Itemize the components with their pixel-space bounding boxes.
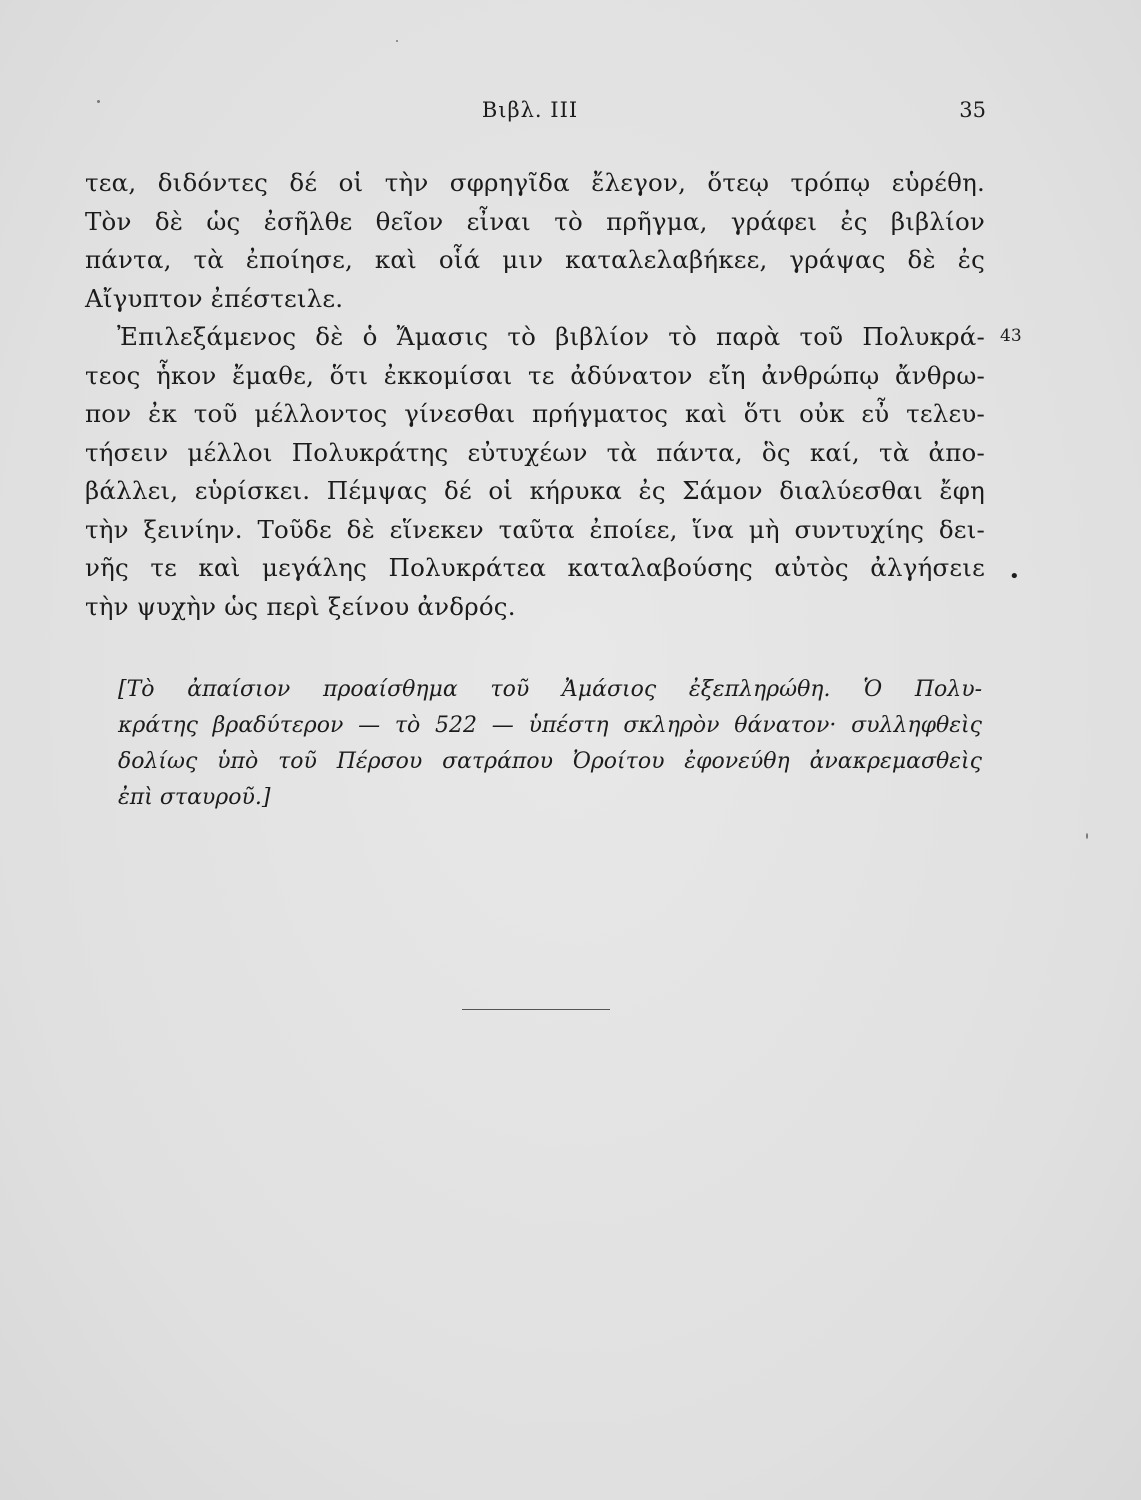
editorial-note xyxy=(118,672,982,816)
text-line: τὴν ξεινίην. Τοῦδε δὲ εἵνεκεν ταῦτα ἐποίεε, ἵνα μὴ συντυχίης δει- xyxy=(85,514,985,544)
text-line: πάντα, τὰ ἐποίησε, καὶ οἷά μιν καταλελαβήκεε, γράψας δὲ ἐς xyxy=(85,245,985,274)
text-line: Ἐπιλεξάμενος δὲ ὁ Ἄμασις τὸ βιβλίον τὸ παρὰ τοῦ Πολυκρά- xyxy=(117,322,985,351)
note-line: ἐπὶ σταυροῦ.] xyxy=(118,785,271,810)
text-line: βάλλει, εὑρίσκει. Πέμψας δέ οἱ κήρυκα ἐς Σάμον διαλύεσθαι ἔφη xyxy=(85,476,985,505)
text-line: τήσειν μέλλοι Πολυκράτης εὐτυχέων τὰ πάντα, ὃς καί, τὰ ἀπο- xyxy=(85,437,985,467)
text-line: νῆς τε καὶ μεγάλης Πολυκράτεα καταλαβούσης αὐτὸς ἀλγήσειε xyxy=(85,553,985,582)
section-divider-rule xyxy=(462,1009,610,1010)
note-line: δολίως ὑπὸ τοῦ Πέρσου σατράπου Ὀροίτου ἐφονεύθη ἀνακρεμασθεὶς xyxy=(118,749,982,774)
text-line: τὴν ψυχὴν ὡς περὶ ξείνου ἀνδρός. xyxy=(85,591,516,621)
text-line: Τὸν δὲ ὡς ἐσῆλθε θεῖον εἶναι τὸ πρῆγμα, γράφει ἐς βιβλίον xyxy=(85,206,985,236)
margin-dot: • xyxy=(1009,566,1020,587)
paper-speck xyxy=(396,40,398,42)
margin-section-number: 43 xyxy=(1000,326,1022,346)
text-line: Αἴγυπτον ἐπέστειλε. xyxy=(85,283,344,313)
running-head: Βιβλ. ΙΙΙ xyxy=(481,98,579,122)
paper-speck xyxy=(97,100,100,103)
text-line: τεος ἧκον ἔμαθε, ὅτι ἐκκομίσαι τε ἀδύνατον εἴη ἀνθρώπῳ ἄνθρω- xyxy=(85,360,985,390)
page-number: 35 xyxy=(959,98,986,122)
text-line: πον ἐκ τοῦ μέλλοντος γίνεσθαι πρήγματος καὶ ὅτι οὐκ εὖ τελευ- xyxy=(85,399,985,428)
main-text xyxy=(85,164,985,626)
text-line: τεα, διδόντες δέ οἱ τὴν σφρηγῖδα ἔλεγον, ὅτεῳ τρόπῳ εὑρέθη. xyxy=(85,168,985,197)
note-line: [Τὸ ἀπαίσιον προαίσθημα τοῦ Ἀμάσιος ἐξεπληρώθη. Ὁ Πολυ- xyxy=(118,677,982,702)
note-line: κράτης βραδύτερον — τὸ 522 — ὑπέστη σκληρὸν θάνατον· συλληφθεὶς xyxy=(118,713,982,738)
paper-speck xyxy=(1086,833,1088,839)
page-header xyxy=(70,98,990,128)
